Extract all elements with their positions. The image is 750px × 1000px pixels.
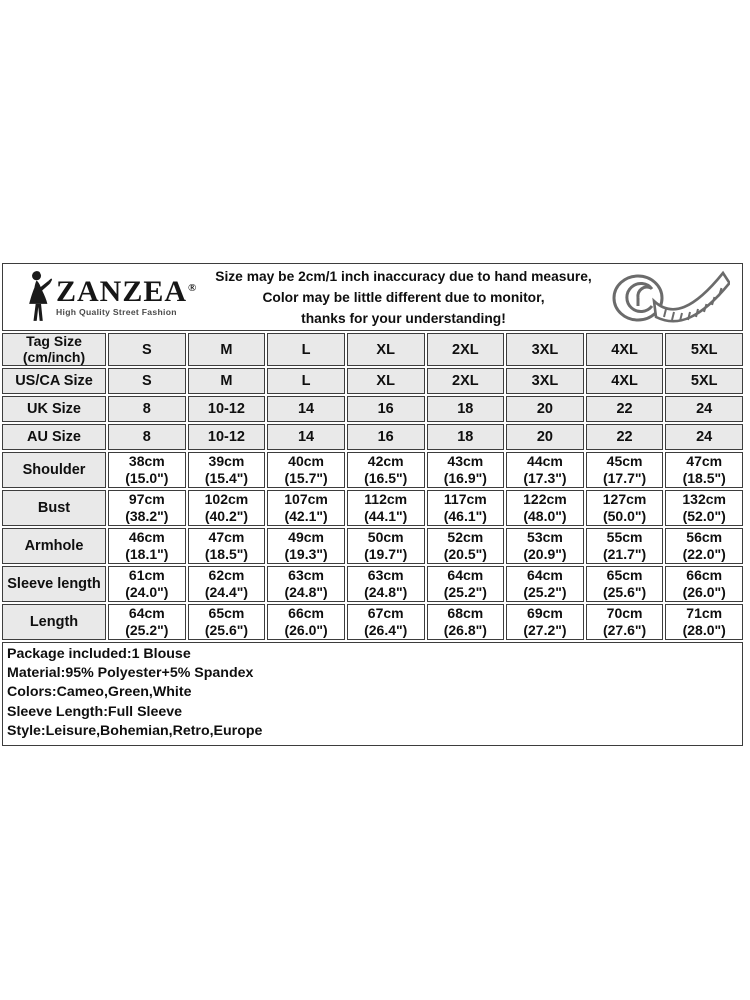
inch-value: (48.0") [523, 508, 567, 524]
size-header-cell: 2XL [427, 333, 505, 366]
measure-cell [506, 566, 584, 602]
inch-value: (20.5") [443, 546, 487, 562]
brand-logo [3, 268, 205, 326]
cm-value: 43cm [447, 453, 484, 469]
size-cell: L [267, 368, 345, 394]
inch-value: (26.0") [284, 622, 328, 638]
size-cell: 8 [108, 424, 186, 450]
cm-value: 71cm [686, 605, 723, 621]
cm-value: 49cm [288, 529, 324, 545]
cm-value: 122cm [523, 491, 567, 507]
cm-value: 66cm [288, 605, 324, 621]
inch-value: (22.0") [682, 546, 726, 562]
size-cell: 14 [267, 424, 345, 450]
inch-value: (25.2") [523, 584, 567, 600]
tag-size-label: Tag Size [26, 333, 82, 349]
cm-value: 70cm [606, 605, 643, 621]
measure-cell [108, 528, 186, 564]
measure-cell [188, 452, 266, 488]
table-row-tag-size [2, 333, 743, 366]
size-header-cell: M [188, 333, 266, 366]
cm-value: 44cm [527, 453, 563, 469]
size-cell: M [188, 368, 266, 394]
brand-text [56, 274, 198, 317]
measure-cell [267, 604, 345, 640]
cm-value: 69cm [527, 605, 563, 621]
cm-value: 127cm [602, 491, 647, 507]
cm-value: 67cm [367, 605, 404, 621]
sleeve-length-line: Sleeve Length:Full Sleeve [7, 703, 183, 720]
cm-value: 63cm [288, 567, 324, 583]
measure-cell [347, 528, 425, 564]
disclaimer-line-1: Size may be 2cm/1 inch inaccuracy due to hand measure, [215, 268, 592, 284]
size-cell: 3XL [506, 368, 584, 394]
row-label: Length [2, 604, 106, 640]
product-details [2, 642, 743, 746]
cm-value: 50cm [367, 529, 404, 545]
cm-value: 45cm [606, 453, 643, 469]
cm-value: 39cm [208, 453, 245, 469]
measure-cell [427, 604, 505, 640]
inch-value: (25.6") [602, 584, 647, 600]
cm-value: 65cm [606, 567, 643, 583]
size-header-cell: 3XL [506, 333, 584, 366]
inch-value: (17.7") [602, 470, 647, 486]
size-cell: 20 [506, 424, 584, 450]
cm-value: 46cm [128, 529, 165, 545]
inch-value: (38.2") [125, 508, 169, 524]
brand-tagline: High Quality Street Fashion [56, 306, 177, 317]
measure-cell [586, 452, 664, 488]
inch-value: (15.7") [284, 470, 328, 486]
inch-value: (17.3") [523, 470, 567, 486]
size-cell: 16 [347, 396, 425, 422]
cm-value: 64cm [527, 567, 563, 583]
inch-value: (15.4") [204, 470, 249, 486]
package-included-line: Package included:1 Blouse [7, 646, 191, 662]
cm-value: 61cm [128, 567, 165, 583]
table-row-length [2, 604, 743, 640]
size-cell: S [108, 368, 186, 394]
brand-name: ZANZEA [56, 274, 188, 308]
cm-value: 38cm [128, 453, 165, 469]
size-header-cell: XL [347, 333, 425, 366]
colors-line: Colors:Cameo,Green,White [7, 684, 192, 701]
size-header-cell: S [108, 333, 186, 366]
inch-value: (16.9") [443, 470, 487, 486]
table-row-usca-size [2, 368, 743, 394]
measure-cell [665, 528, 743, 564]
size-cell: 10-12 [188, 424, 266, 450]
measure-cell [665, 566, 743, 602]
cm-value: 117cm [443, 491, 487, 507]
cm-value: 53cm [527, 529, 563, 545]
inch-value: (24.0") [125, 584, 169, 600]
size-cell: XL [347, 368, 425, 394]
inch-value: (42.1") [284, 508, 328, 524]
measure-cell [108, 604, 186, 640]
cm-value: 132cm [682, 491, 726, 507]
cm-value: 64cm [447, 567, 484, 583]
measure-cell [506, 490, 584, 526]
cm-value: 63cm [367, 567, 404, 583]
size-cell: 18 [427, 424, 505, 450]
measure-cell [188, 528, 266, 564]
row-label: Sleeve length [2, 566, 106, 602]
inch-value: (25.2") [443, 584, 487, 600]
table-row-bust [2, 490, 743, 526]
cm-value: 68cm [447, 605, 484, 621]
size-chart-sheet [2, 263, 743, 746]
inch-value: (40.2") [204, 508, 249, 524]
inch-value: (18.1") [125, 546, 169, 562]
table-row-armhole [2, 528, 743, 564]
measure-cell [188, 604, 266, 640]
row-label: Bust [2, 490, 106, 526]
inch-value: (27.6") [602, 622, 647, 638]
size-header-cell: 4XL [586, 333, 664, 366]
measure-cell [267, 528, 345, 564]
header [2, 263, 743, 331]
measure-cell [347, 604, 425, 640]
tag-size-unit: (cm/inch) [22, 348, 86, 365]
measure-cell [506, 452, 584, 488]
table-row-shoulder [2, 452, 743, 488]
cm-value: 66cm [686, 567, 723, 583]
table-row-sleeve-length [2, 566, 743, 602]
measure-cell [665, 604, 743, 640]
inch-value: (25.6") [204, 622, 249, 638]
inch-value: (19.7") [364, 546, 408, 562]
cm-value: 97cm [128, 491, 165, 507]
measure-cell [267, 566, 345, 602]
measure-cell [347, 452, 425, 488]
size-table [0, 331, 745, 642]
row-label: Armhole [2, 528, 106, 564]
size-cell: 4XL [586, 368, 664, 394]
material-line: Material:95% Polyester+5% Spandex [7, 665, 254, 682]
disclaimer-line-3: thanks for your understanding! [301, 310, 506, 326]
measure-cell [108, 490, 186, 526]
inch-value: (18.5") [682, 470, 726, 486]
measure-cell [506, 604, 584, 640]
measure-cell [427, 528, 505, 564]
size-cell: 18 [427, 396, 505, 422]
inch-value: (26.0") [682, 584, 726, 600]
cm-value: 47cm [686, 453, 723, 469]
inch-value: (24.4") [204, 584, 249, 600]
size-cell: 24 [665, 424, 743, 450]
measure-cell [108, 452, 186, 488]
measure-cell [267, 452, 345, 488]
inch-value: (26.4") [364, 622, 408, 638]
size-cell: 5XL [665, 368, 743, 394]
size-cell: 22 [586, 424, 664, 450]
measure-cell [427, 490, 505, 526]
measure-cell [108, 566, 186, 602]
inch-value: (18.5") [204, 546, 249, 562]
disclaimer-line-2: Color may be little different due to monitor, [262, 289, 545, 305]
size-cell: 16 [347, 424, 425, 450]
row-label: US/CA Size [2, 368, 106, 394]
size-cell: 24 [665, 396, 743, 422]
inch-value: (15.0") [125, 470, 169, 486]
measure-cell [347, 490, 425, 526]
size-cell: 8 [108, 396, 186, 422]
inch-value: (20.9") [523, 546, 567, 562]
size-cell: 10-12 [188, 396, 266, 422]
measure-cell [347, 566, 425, 602]
measure-cell [586, 528, 664, 564]
cm-value: 52cm [447, 529, 484, 545]
table-row-au-size [2, 424, 743, 450]
measuring-tape-icon [602, 268, 730, 326]
registered-mark-icon: ® [188, 281, 198, 294]
cm-value: 42cm [367, 453, 404, 469]
cm-value: 47cm [208, 529, 245, 545]
size-header-cell: 5XL [665, 333, 743, 366]
cm-value: 56cm [686, 529, 723, 545]
measure-cell [586, 604, 664, 640]
brand-name-line [56, 274, 198, 308]
cm-value: 65cm [208, 605, 245, 621]
disclaimer [205, 266, 602, 329]
measure-cell [586, 490, 664, 526]
measure-cell [586, 566, 664, 602]
size-header-cell: L [267, 333, 345, 366]
cm-value: 102cm [204, 491, 249, 507]
style-line: Style:Leisure,Bohemian,Retro,Europe [7, 722, 263, 739]
cm-value: 107cm [284, 491, 328, 507]
row-label-tag-size [2, 333, 106, 366]
inch-value: (50.0") [602, 508, 647, 524]
inch-value: (21.7") [602, 546, 647, 562]
size-cell: 14 [267, 396, 345, 422]
row-label: UK Size [2, 396, 106, 422]
cm-value: 40cm [288, 453, 324, 469]
size-cell: 20 [506, 396, 584, 422]
inch-value: (19.3") [284, 546, 328, 562]
cm-value: 62cm [208, 567, 245, 583]
measure-cell [506, 528, 584, 564]
measure-cell [665, 452, 743, 488]
cm-value: 64cm [128, 605, 165, 621]
measure-cell [188, 490, 266, 526]
measure-cell [427, 566, 505, 602]
measure-cell [665, 490, 743, 526]
measure-cell [427, 452, 505, 488]
inch-value: (46.1") [443, 508, 487, 524]
size-cell: 2XL [427, 368, 505, 394]
inch-value: (26.8") [443, 622, 487, 638]
inch-value: (52.0") [682, 508, 726, 524]
inch-value: (28.0") [682, 622, 726, 638]
inch-value: (44.1") [364, 508, 408, 524]
row-label: Shoulder [2, 452, 106, 488]
size-cell: 22 [586, 396, 664, 422]
inch-value: (25.2") [125, 622, 169, 638]
cm-value: 112cm [364, 491, 408, 507]
inch-value: (24.8") [364, 584, 408, 600]
cm-value: 55cm [606, 529, 643, 545]
inch-value: (16.5") [364, 470, 408, 486]
measure-cell [188, 566, 266, 602]
inch-value: (24.8") [284, 584, 328, 600]
inch-value: (27.2") [523, 622, 567, 638]
woman-figure-icon [27, 268, 53, 326]
table-row-uk-size [2, 396, 743, 422]
measure-cell [267, 490, 345, 526]
row-label: AU Size [2, 424, 106, 450]
